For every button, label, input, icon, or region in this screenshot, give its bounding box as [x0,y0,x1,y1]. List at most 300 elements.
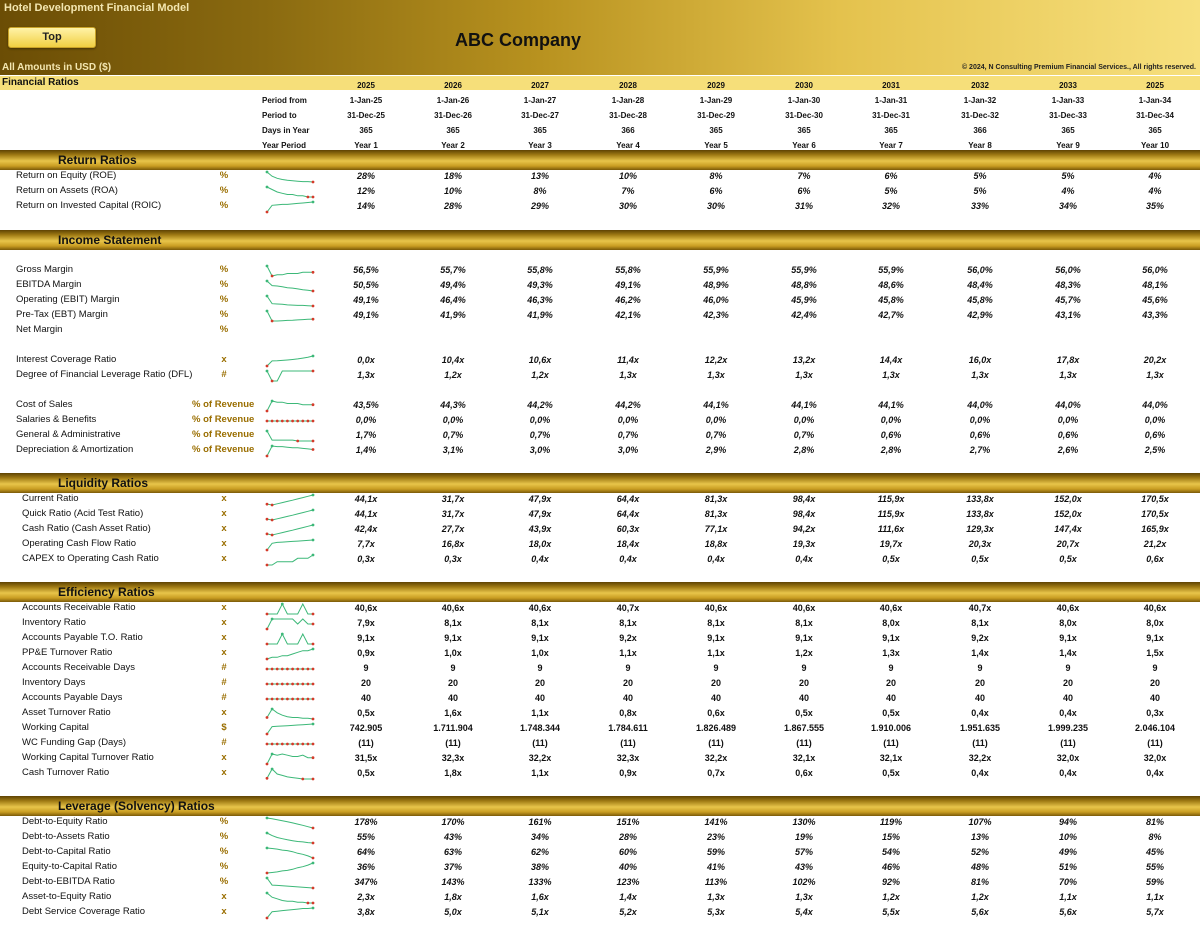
row-label: Accounts Payable Days [22,692,123,703]
sparkline-marker [271,380,274,383]
row-value: 28% [356,171,375,181]
row-label: Quick Ratio (Acid Test Ratio) [22,508,144,519]
row-value: 45,7% [1055,295,1081,305]
row-value: 0,3x [444,554,462,564]
header-years-cell: 2025 [1146,81,1164,90]
row-value: 1.951.635 [959,723,1001,733]
row-value: 2,5% [1144,445,1166,455]
row-label: Return on Invested Capital (ROIC) [16,200,162,211]
row-value: 38% [530,862,549,872]
sparkline-marker [271,708,274,711]
sparkline-marker [276,668,279,671]
header-days-cell: 365 [1061,126,1075,135]
row-value: 9 [888,663,894,673]
row-value: 32,1x [879,753,903,763]
row-value: 1.999.235 [1047,723,1089,733]
row-value: 9,1x [1146,633,1164,643]
sparkline-marker [286,420,289,423]
row-value: 13% [530,171,549,181]
sparkline-path [267,908,313,918]
row-label: Cost of Sales [16,399,73,410]
row-value: 9,1x [357,633,375,643]
header-days-cell: 365 [446,126,460,135]
row-value: 81,3x [704,494,728,504]
row-value: (11) [358,738,374,748]
row-sparkline [264,876,316,890]
row-value: 0,3x [1146,708,1164,718]
row-value: 40,7x [616,603,640,613]
row-sparkline [264,369,316,383]
row-value: 1,2x [971,892,989,902]
sparkline-marker [266,265,269,268]
row-value: 57% [794,847,813,857]
row-value: 49,1% [353,310,379,320]
row-value: 40 [1062,693,1073,703]
sparkline-marker [266,683,269,686]
row-label: Depreciation & Amortization [16,444,134,455]
sparkline-marker [281,743,284,746]
sparkline-marker [281,633,284,636]
row-value: 0,5x [1059,554,1077,564]
row-value: 19,7x [879,539,903,549]
row-label: Cash Turnover Ratio [22,767,110,778]
row-value: 0,0% [529,415,551,425]
sparkline-marker [266,549,269,552]
sparkline-marker [266,733,269,736]
row-value: 152,0x [1054,509,1082,519]
row-sparkline [264,906,316,920]
row-unit: x [221,767,227,778]
row-value: 7% [797,171,811,181]
row-value: 3,0% [529,445,551,455]
sparkline-path [267,649,313,659]
row-value: 9,1x [1059,633,1077,643]
row-unit: x [221,752,227,763]
header-period-from-cell: 1-Jan-29 [699,96,733,105]
sparkline-marker [301,743,304,746]
sparkline-marker [296,668,299,671]
sparkline-marker [266,698,269,701]
row-value: 0,0% [793,415,815,425]
row-value: 1,3x [795,892,813,902]
header-period-to-cell: 31-Dec-31 [872,111,910,120]
row-value: 40 [710,693,721,703]
row-value: 1,6x [444,708,462,718]
row-value: 40 [1149,693,1160,703]
row-value: 8% [709,171,723,181]
amounts-label: All Amounts in USD ($) [2,62,112,73]
row-label: EBITDA Margin [16,279,82,290]
row-value: 47,9x [528,494,552,504]
row-label: Operating Cash Flow Ratio [22,538,137,549]
row-value: 55,7% [440,265,466,275]
sparkline-marker [307,902,310,905]
row-value: 0,6% [969,430,991,440]
row-value: 13,2x [792,355,816,365]
row-value: 1.711.904 [433,723,473,733]
row-value: 46,0% [703,295,729,305]
sparkline-marker [266,716,269,719]
row-value: 1,2x [795,648,813,658]
row-value: 1,0x [444,648,462,658]
row-value: 0,4x [531,554,549,564]
sparkline-marker [266,533,269,536]
sparkline-marker [296,440,299,443]
sparkline-marker [312,683,315,686]
row-sparkline [264,737,316,751]
header-year-period-cell: Year 4 [616,141,640,150]
sparkline-path [267,709,313,719]
row-value: 42,7% [878,310,904,320]
row-value: 44,1% [791,400,817,410]
row-value: 5% [1061,171,1075,181]
sparkline-marker [312,509,315,512]
sparkline-marker [276,698,279,701]
row-value: 129,3x [966,524,994,534]
sparkline-marker [266,668,269,671]
sparkline-marker [271,618,274,621]
row-label: Debt-to-Capital Ratio [22,846,111,857]
row-value: 40,7x [968,603,992,613]
sparkline-marker [266,310,269,313]
row-value: 1,4% [355,445,377,455]
sparkline-marker [312,554,315,557]
sparkline-marker [271,320,274,323]
row-value: 5,3x [707,907,725,917]
row-value: (11) [883,738,899,748]
row-unit: % [219,294,229,305]
header-period-to-label: Period to [262,111,297,120]
row-label: Interest Coverage Ratio [16,354,117,365]
row-sparkline [264,279,316,293]
row-value: 21,2x [1143,539,1167,549]
sparkline-marker [271,534,274,537]
row-value: 44,1x [354,494,378,504]
header-days-cell: 365 [359,126,373,135]
header-days-cell: 365 [797,126,811,135]
sparkline-marker [312,420,315,423]
row-value: 9 [625,663,631,673]
sparkline-marker [312,648,315,651]
sparkline-path [267,848,313,858]
header-period-from-cell: 1-Jan-34 [1138,96,1172,105]
section-band [0,150,1200,170]
row-value: 107% [968,817,992,827]
header-years-cell: 2033 [1059,81,1077,90]
sparkline-marker [271,504,274,507]
sparkline-marker [307,698,310,701]
sparkline-marker [266,280,269,283]
row-value: 2,7% [969,445,991,455]
row-value: 31% [794,201,813,211]
sparkline-path [267,446,313,456]
row-unit: % [219,309,229,320]
row-value: 40 [360,693,371,703]
sparkline-marker [266,295,269,298]
row-value: 44,0% [967,400,993,410]
header-year-period-label: Year Period [262,141,307,150]
row-unit: x [221,493,227,504]
row-value: 59% [1145,877,1164,887]
row-value: 44,2% [527,400,553,410]
row-value: 0,4x [707,554,725,564]
row-value: 0,6x [707,708,725,718]
row-value: 141% [704,817,728,827]
row-label: Current Ratio [22,493,79,504]
header-year-period-cell: Year 1 [354,141,378,150]
row-value: 1,4x [619,892,637,902]
header-period-to-cell: 31-Dec-28 [609,111,647,120]
row-value: 81% [1145,817,1164,827]
row-value: 98,4x [792,494,816,504]
header-period-from-cell: 1-Jan-26 [436,96,470,105]
row-value: 10% [618,171,637,181]
sparkline-marker [271,698,274,701]
row-value: 147,4x [1054,524,1082,534]
row-value: 9 [977,663,983,673]
row-value: 40 [622,693,633,703]
sparkline-marker [312,448,315,451]
row-value: 9,1x [444,633,462,643]
header-year-period-cell: Year 10 [1140,141,1170,150]
row-value: 9 [363,663,369,673]
row-value: 40 [974,693,985,703]
row-value: 0,0% [705,415,727,425]
row-label: WC Funding Gap (Days) [22,737,127,748]
sparkline-marker [266,877,269,880]
sparkline-marker [271,445,274,448]
sparkline-marker [281,603,284,606]
row-value: 1,4x [971,648,989,658]
row-sparkline [264,170,316,184]
header-years-cell: 2028 [619,81,637,90]
row-value: 130% [792,817,816,827]
row-value: 133,8x [966,509,994,519]
row-value: 5% [884,186,898,196]
row-value: 1.784.611 [608,723,648,733]
row-sparkline [264,752,316,766]
row-value: 742.905 [349,723,383,733]
row-value: 32% [881,201,900,211]
row-value: 42,3% [703,310,729,320]
row-sparkline [264,429,316,443]
row-value: 46,3% [527,295,553,305]
row-value: 1,3x [1059,370,1077,380]
row-value: 40,6x [354,603,378,613]
row-value: 1,6x [531,892,549,902]
row-label: Debt-to-EBITDA Ratio [22,876,115,887]
row-value: 30% [618,201,637,211]
row-unit: x [221,523,227,534]
row-sparkline [264,632,316,646]
sparkline-marker [271,519,274,522]
row-value: 5,5x [882,907,900,917]
row-value: 8,1x [707,618,725,628]
sparkline-marker [266,186,269,189]
row-value: 18,8x [704,539,728,549]
row-unit: x [221,617,227,628]
row-value: 165,9x [1141,524,1169,534]
row-value: 1,8x [444,892,462,902]
row-value: 0,0% [1057,415,1079,425]
header-years-cell: 2032 [971,81,989,90]
sparkline-path [267,356,313,366]
row-value: 2,3x [357,892,375,902]
sparkline-marker [291,743,294,746]
row-label: Accounts Receivable Ratio [22,602,136,613]
row-value: 9,1x [707,633,725,643]
header-years-cell: 2025 [357,81,375,90]
sparkline-marker [286,743,289,746]
sparkline-marker [312,862,315,865]
sparkline-marker [266,410,269,413]
row-label: Return on Assets (ROA) [16,185,118,196]
row-value: 5% [973,186,987,196]
sparkline-marker [266,455,269,458]
sparkline-marker [266,171,269,174]
row-value: 19,3x [792,539,816,549]
row-value: 2,8% [793,445,815,455]
row-value: 1,3x [707,370,725,380]
row-value: 0,6% [1144,430,1166,440]
row-label: Salaries & Benefits [16,414,97,425]
sparkline-marker [266,872,269,875]
sparkline-path [267,202,313,212]
row-value: 49,3% [527,280,553,290]
row-value: 1,1x [1059,892,1077,902]
row-unit: % of Revenue [192,414,255,425]
sparkline-marker [301,668,304,671]
row-value: 28% [443,201,462,211]
row-value: 28% [618,832,637,842]
row-value: 20 [1149,678,1160,688]
row-value: 0,4x [971,708,989,718]
row-value: 41% [706,862,725,872]
row-value: 0,6x [795,768,813,778]
sparkline-path [267,555,313,565]
row-value: 55% [356,832,375,842]
row-value: 94,2x [792,524,816,534]
row-label: Cash Ratio (Cash Asset Ratio) [22,523,151,534]
sparkline-marker [312,827,315,830]
row-value: 31,7x [441,494,465,504]
row-value: 8,1x [619,618,637,628]
sparkline-path [267,769,313,779]
company-name: ABC Company [454,30,581,50]
row-unit: x [221,647,227,658]
header-period-from-cell: 1-Jan-33 [1051,96,1085,105]
row-value: 32,1x [792,753,816,763]
row-value: 0,3x [357,554,375,564]
sparkline-marker [271,275,274,278]
row-value: 37% [443,862,462,872]
sparkline-path [267,863,313,873]
row-unit: % [219,170,229,181]
row-value: 55% [1145,862,1164,872]
row-value: 44,1x [354,509,378,519]
row-value: 32,3x [441,753,465,763]
sparkline-marker [312,271,315,274]
row-value: 5,2x [619,907,637,917]
row-value: 170% [441,817,465,827]
row-unit: x [221,906,227,917]
row-unit: % [219,861,229,872]
row-value: 20 [798,678,809,688]
row-value: 1,5x [1146,648,1164,658]
sparkline-marker [296,683,299,686]
sparkline-marker [266,628,269,631]
sparkline-marker [266,503,269,506]
row-value: 2,6% [1057,445,1079,455]
row-value: 5,4x [795,907,813,917]
row-value: 6% [884,171,898,181]
sparkline-marker [312,718,315,721]
row-sparkline [264,677,316,691]
row-sparkline [264,861,316,875]
row-value: 0,0% [617,415,639,425]
row-value: 3,0% [617,445,639,455]
row-value: 9,2x [619,633,637,643]
row-sparkline [264,264,316,278]
row-sparkline [264,553,316,567]
row-label: Working Capital [22,722,89,733]
row-label: PP&E Turnover Ratio [22,647,113,658]
row-unit: % [219,264,229,275]
row-sparkline [264,602,316,616]
row-value: 41,9% [527,310,553,320]
row-value: 20,2x [1143,355,1167,365]
row-value: 0,0x [357,355,375,365]
sparkline-marker [301,420,304,423]
sparkline-marker [281,668,284,671]
row-sparkline [264,200,316,214]
sparkline-marker [271,668,274,671]
row-unit: x [221,707,227,718]
header-year-period-cell: Year 5 [704,141,728,150]
row-value: 40,6x [1143,603,1167,613]
row-value: 45% [1145,847,1164,857]
row-label: Inventory Ratio [22,617,86,628]
row-value: 20 [1062,678,1073,688]
row-value: 1,7% [355,430,377,440]
sparkline-marker [312,196,315,199]
row-value: 0,5x [357,768,375,778]
sparkline-marker [307,196,310,199]
section-band [0,230,1200,250]
section-title: Income Statement [58,233,162,247]
top-button[interactable]: Top [8,27,96,48]
row-value: 123% [616,877,640,887]
row-value: 43,5% [353,400,379,410]
row-value: 1,3x [795,370,813,380]
header-days-cell: 365 [884,126,898,135]
row-value: 0,7x [707,768,725,778]
row-value: 1,3x [707,892,725,902]
row-value: 2,9% [705,445,727,455]
sparkline-marker [276,743,279,746]
header-days-cell: 365 [709,126,723,135]
row-value: 32,3x [616,753,640,763]
sparkline-path [267,634,313,644]
section-band [0,582,1200,602]
row-value: 16,0x [968,355,992,365]
row-unit: % [219,816,229,827]
sparkline-marker [276,420,279,423]
header-days-label: Days in Year [262,126,310,135]
row-value: 54% [881,847,900,857]
row-value: 0,4x [795,554,813,564]
header-year-period-cell: Year 2 [441,141,465,150]
